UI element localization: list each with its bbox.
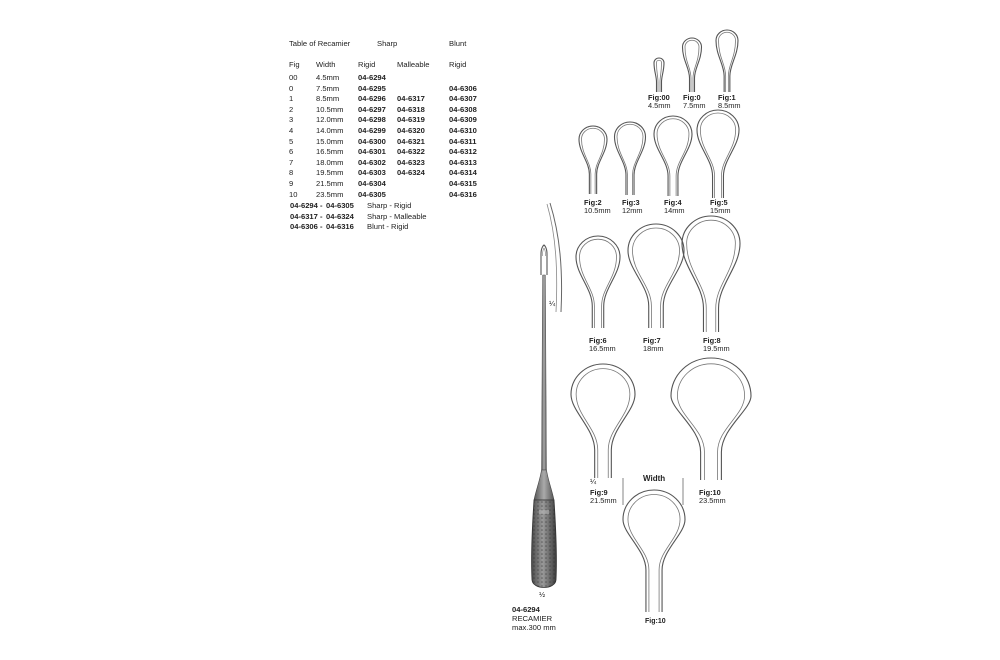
table-cell-width: 21.5mm [316, 179, 344, 188]
fig6-caption [589, 337, 616, 354]
table-cell-width: 8.5mm [316, 94, 340, 104]
tip-fig00-icon-inner [657, 60, 662, 92]
col-header-blunt-rigid: Rigid [449, 60, 467, 69]
col-header-rigid: Rigid [358, 60, 376, 69]
col-header-fig: Fig [289, 60, 300, 69]
table-cell-blunt: 04-6307 [449, 94, 477, 104]
table-cell-malleable: 04-6324 [397, 168, 425, 178]
table-cell-blunt: 04-6315 [449, 179, 477, 188]
fig-size: 10.5mm [584, 206, 611, 216]
table-cell-width: 12.0mm [316, 115, 344, 125]
range-desc: Sharp - Rigid [367, 201, 412, 210]
table-title: Table of Recamier [289, 39, 351, 48]
table-cell-width: 4.5mm [316, 73, 340, 82]
fig-label: Fig:10 [699, 488, 721, 497]
table-cell-blunt: 04-6306 [449, 83, 477, 93]
fig10-caption [699, 489, 726, 506]
fig9-caption [590, 489, 617, 506]
fig-size: 12mm [622, 206, 643, 216]
product-code: 04-6294 [512, 605, 540, 614]
fig-label: Fig:00 [648, 93, 670, 102]
product-name: RECAMIER [512, 614, 553, 623]
table-cell-blunt: 04-6313 [449, 157, 477, 167]
tip-fig9-icon [571, 364, 635, 478]
table-cell-blunt: 04-6314 [449, 168, 477, 178]
table-cell-width: 14.0mm [316, 126, 344, 135]
table-cell-blunt: 04-6316 [449, 189, 477, 199]
col-header-width: Width [316, 60, 336, 69]
tip-fig8-icon-inner [687, 220, 736, 332]
fig-label: Fig:9 [590, 488, 608, 497]
table-cell-fig: 3 [289, 115, 294, 125]
table-cell-blunt: 04-6310 [449, 126, 477, 135]
fig4-caption [664, 199, 685, 216]
fig1-caption [718, 94, 741, 111]
col-header-malleable: Malleable [397, 60, 430, 69]
table-cell-rigid: 04-6296 [358, 94, 386, 104]
product-length: max.300 mm [512, 623, 556, 632]
fig-label: Fig:5 [710, 198, 728, 207]
table-cell-fig: 7 [289, 157, 294, 167]
fig5-caption [710, 199, 731, 216]
fig-label: Fig:2 [584, 198, 602, 207]
table-cell-fig: 00 [289, 73, 298, 82]
table-cell-fig: 10 [289, 189, 298, 199]
table-cell-blunt: 04-6308 [449, 104, 477, 114]
range-from: 04-6306 - [290, 222, 323, 232]
fig3-caption [622, 199, 643, 216]
tip-fig7-icon-inner [632, 228, 679, 328]
table-cell-malleable: 04-6323 [397, 157, 425, 167]
fig-size: 18mm [643, 344, 664, 354]
table-cell-rigid: 04-6300 [358, 136, 386, 146]
table-cell-width: 16.5mm [316, 147, 344, 157]
table-cell-rigid: 04-6301 [358, 147, 386, 157]
fig-label: Fig:1 [718, 93, 736, 102]
table-cell-width: 18.0mm [316, 157, 344, 167]
fig0-caption [683, 94, 706, 111]
fig2-caption [584, 199, 611, 216]
range-desc: Sharp - Malleable [367, 211, 427, 221]
fig-label: Fig:7 [643, 336, 661, 345]
tip-fig6-icon [576, 236, 620, 328]
table-cell-malleable: 04-6320 [397, 126, 425, 135]
table-cell-width: 10.5mm [316, 104, 344, 114]
tip-fig4-icon [654, 116, 692, 196]
fig-size: 16.5mm [589, 344, 616, 354]
table-cell-fig: 2 [289, 104, 294, 114]
fig-label: Fig:8 [703, 336, 721, 345]
table-cell-rigid: 04-6305 [358, 189, 386, 199]
table-cell-rigid: 04-6304 [358, 179, 386, 188]
tip-fig10-detail-icon-inner [628, 494, 680, 612]
range-from: 04-6317 - [290, 211, 323, 221]
tip-fig1-icon [716, 30, 738, 92]
tip-fig3-icon-inner [617, 124, 643, 195]
table-cell-blunt: 04-6311 [449, 136, 477, 146]
fig-label: Fig:6 [589, 336, 607, 345]
table-cell-fig: 9 [289, 179, 294, 188]
fig-size: 8.5mm [718, 101, 741, 111]
product-caption [512, 605, 556, 632]
table-cell-width: 7.5mm [316, 83, 340, 93]
table-cell-blunt: 04-6312 [449, 147, 477, 157]
table-cell-width: 19.5mm [316, 168, 344, 178]
tip-fig2-icon [579, 126, 607, 194]
table-cell-fig: 0 [289, 83, 294, 93]
table-cell-width: 15.0mm [316, 136, 344, 146]
fig-size: 7.5mm [683, 101, 706, 111]
tip-fig8-icon [682, 216, 740, 332]
range-to: 04-6305 [326, 201, 354, 210]
fig-size: 21.5mm [590, 496, 617, 506]
table-cell-malleable: 04-6317 [397, 94, 425, 104]
table-cell-rigid: 04-6299 [358, 126, 386, 135]
table-cell-fig: 5 [289, 136, 294, 146]
side-view-icon [547, 203, 562, 312]
tip-fig2-icon-inner [582, 128, 605, 194]
range-desc: Blunt - Rigid [367, 222, 409, 232]
width-label: Width [643, 474, 666, 483]
table-cell-rigid: 04-6303 [358, 168, 386, 178]
range-from: 04-6294 - [290, 201, 323, 210]
fig-size: 4.5mm [648, 101, 671, 111]
fig-label: Fig:4 [664, 198, 682, 207]
tip-fig7-icon [628, 224, 684, 328]
detail-fig-label: Fig:10 [645, 618, 666, 625]
fig-size: 19.5mm [703, 344, 730, 354]
table-cell-rigid: 04-6297 [358, 104, 386, 114]
fig-label: Fig:3 [622, 198, 640, 207]
table-cell-malleable: 04-6319 [397, 115, 425, 125]
table-cell-malleable: 04-6321 [397, 136, 425, 146]
table-cell-malleable: 04-6318 [397, 104, 425, 114]
table-cell-fig: 4 [289, 126, 294, 135]
range-to: 04-6324 [326, 211, 354, 221]
fig-size: 15mm [710, 206, 731, 216]
fig-label: Fig:0 [683, 93, 701, 102]
tip-fig5-icon [697, 110, 739, 198]
fig00-caption [648, 94, 671, 111]
group-blunt-header: Blunt [449, 39, 467, 48]
tip-fig10-icon [671, 358, 751, 480]
tip-fig00-icon [654, 58, 664, 92]
tip-fig3-icon [615, 122, 646, 195]
tip-fig10-detail-icon [623, 490, 685, 612]
table-cell-fig: 1 [289, 94, 294, 104]
fig-size: 14mm [664, 206, 685, 216]
group-sharp-header: Sharp [377, 39, 398, 48]
side-view-scale: ¼ [549, 299, 556, 308]
recamier-curette-icon [532, 245, 557, 588]
fig8-caption [703, 337, 730, 354]
table-cell-malleable: 04-6322 [397, 147, 425, 157]
table-cell-rigid: 04-6294 [358, 73, 386, 82]
table-cell-rigid: 04-6302 [358, 157, 386, 167]
fig-size: 23.5mm [699, 496, 726, 506]
table-cell-rigid: 04-6298 [358, 115, 386, 125]
table-cell-fig: 8 [289, 168, 294, 178]
fig9-scale: ¼ [590, 477, 597, 486]
table-cell-fig: 6 [289, 147, 294, 157]
range-to: 04-6316 [326, 222, 354, 232]
table-cell-blunt: 04-6309 [449, 115, 477, 125]
table-cell-rigid: 04-6295 [358, 83, 386, 93]
instrument-scale: ½ [539, 590, 546, 599]
table-cell-width: 23.5mm [316, 189, 344, 199]
fig7-caption [643, 337, 664, 354]
